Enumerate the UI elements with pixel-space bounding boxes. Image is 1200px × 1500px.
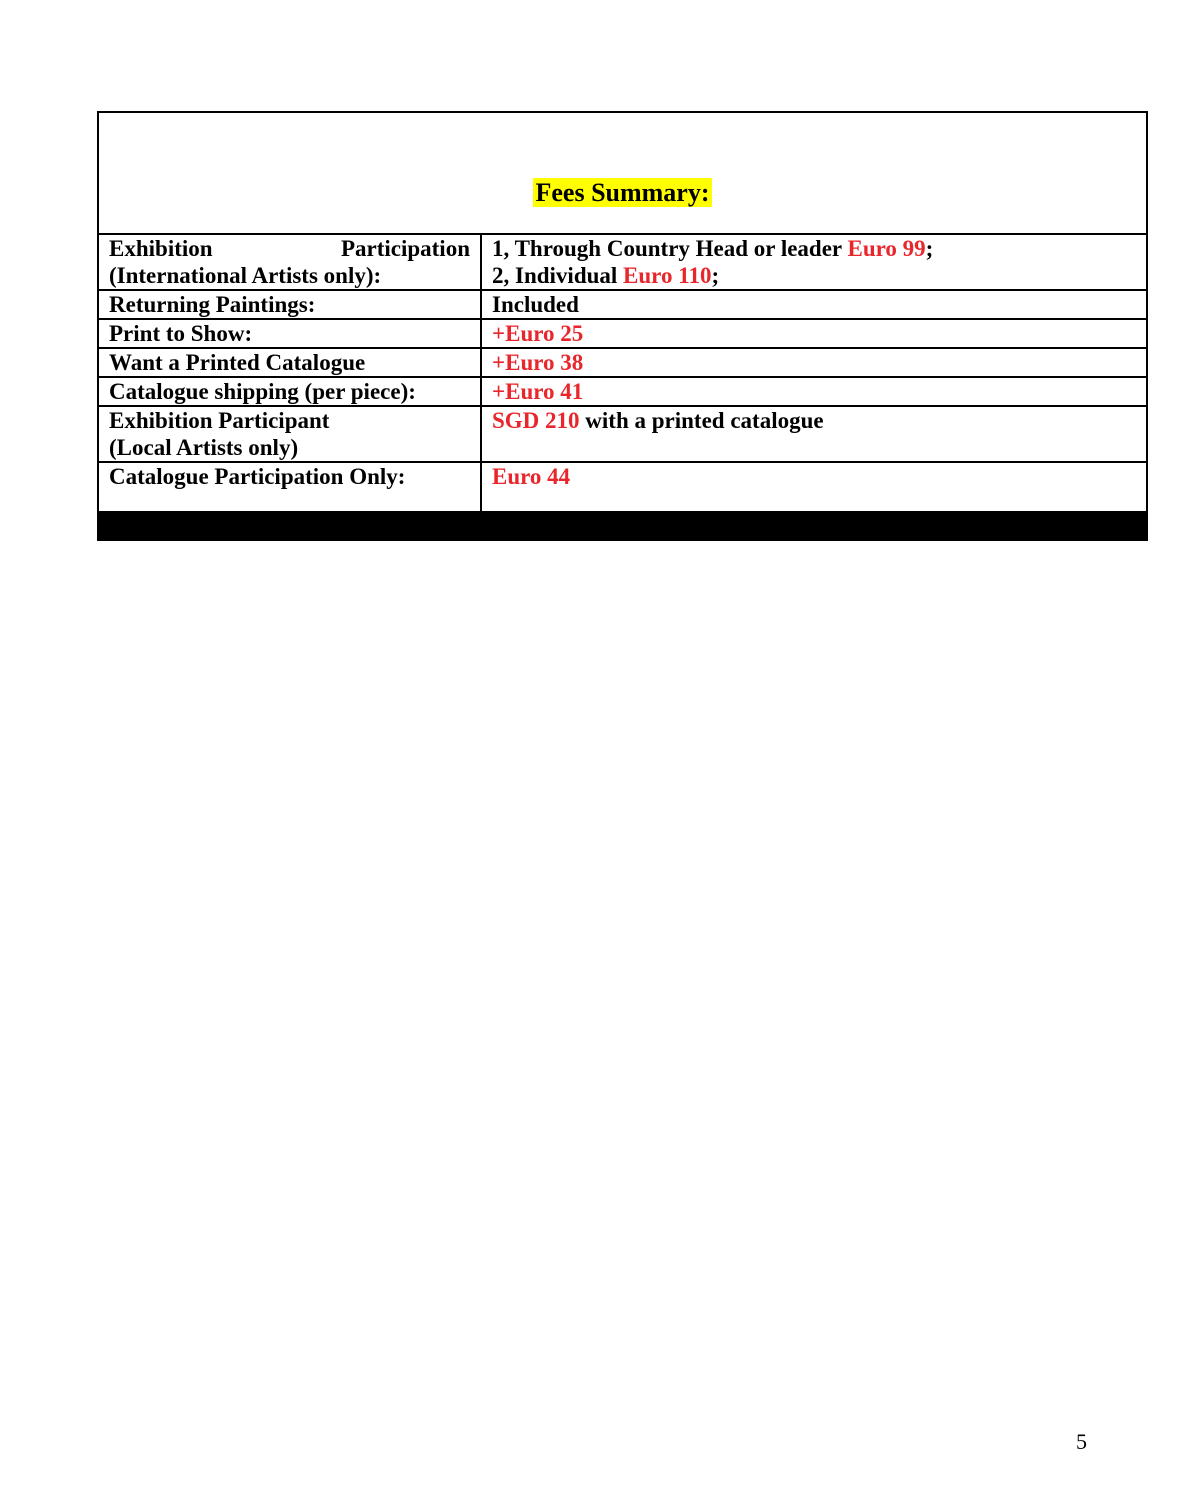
table-row [99,406,1146,462]
fees-table [99,235,1146,516]
value-text: 1, Through Country Head or leader [492,236,848,261]
fees-title-area [99,113,1146,235]
table-row [99,462,1146,516]
label-word: Participation [340,236,470,261]
value-line [492,235,1136,262]
row-label: Catalogue shipping (per piece): [99,377,481,406]
row-label: Print to Show: [99,319,481,348]
table-row [99,290,1146,319]
table-row [99,235,1146,290]
value-suffix: ; [925,236,934,261]
value-text: with a printed catalogue [579,408,824,433]
fees-title [99,177,1146,209]
row-label: Catalogue Participation Only: [99,462,481,516]
row-value [481,406,1146,462]
row-label [99,406,481,462]
table-row [99,348,1146,377]
price-amount: +Euro 41 [481,377,1146,406]
label-word: Exhibition [109,236,213,261]
page-number: 5 [1076,1429,1087,1454]
row-label: Returning Paintings: [99,290,481,319]
price-amount: Euro 44 [492,464,571,489]
label-line [109,235,470,262]
value-text: 2, Individual [492,263,624,288]
fees-title-highlight: Fees Summary: [535,178,710,207]
value-line [492,262,1136,289]
row-value: Included [481,290,1146,319]
price-amount: +Euro 25 [481,319,1146,348]
price-amount: +Euro 38 [481,348,1146,377]
label-line: (Local Artists only) [109,435,299,460]
label-line: (International Artists only): [109,263,382,288]
table-row [99,319,1146,348]
label-line: Exhibition Participant [109,408,330,433]
fees-summary-table [97,111,1148,541]
value-suffix: ; [711,263,720,288]
price-amount: Euro 110 [623,263,712,288]
row-value [481,235,1146,290]
row-label: Want a Printed Catalogue [99,348,481,377]
table-row [99,377,1146,406]
price-amount: Euro 99 [847,236,926,261]
price-amount: SGD 210 [492,408,580,433]
row-label [99,235,481,290]
table-footer-bar [99,511,1146,539]
